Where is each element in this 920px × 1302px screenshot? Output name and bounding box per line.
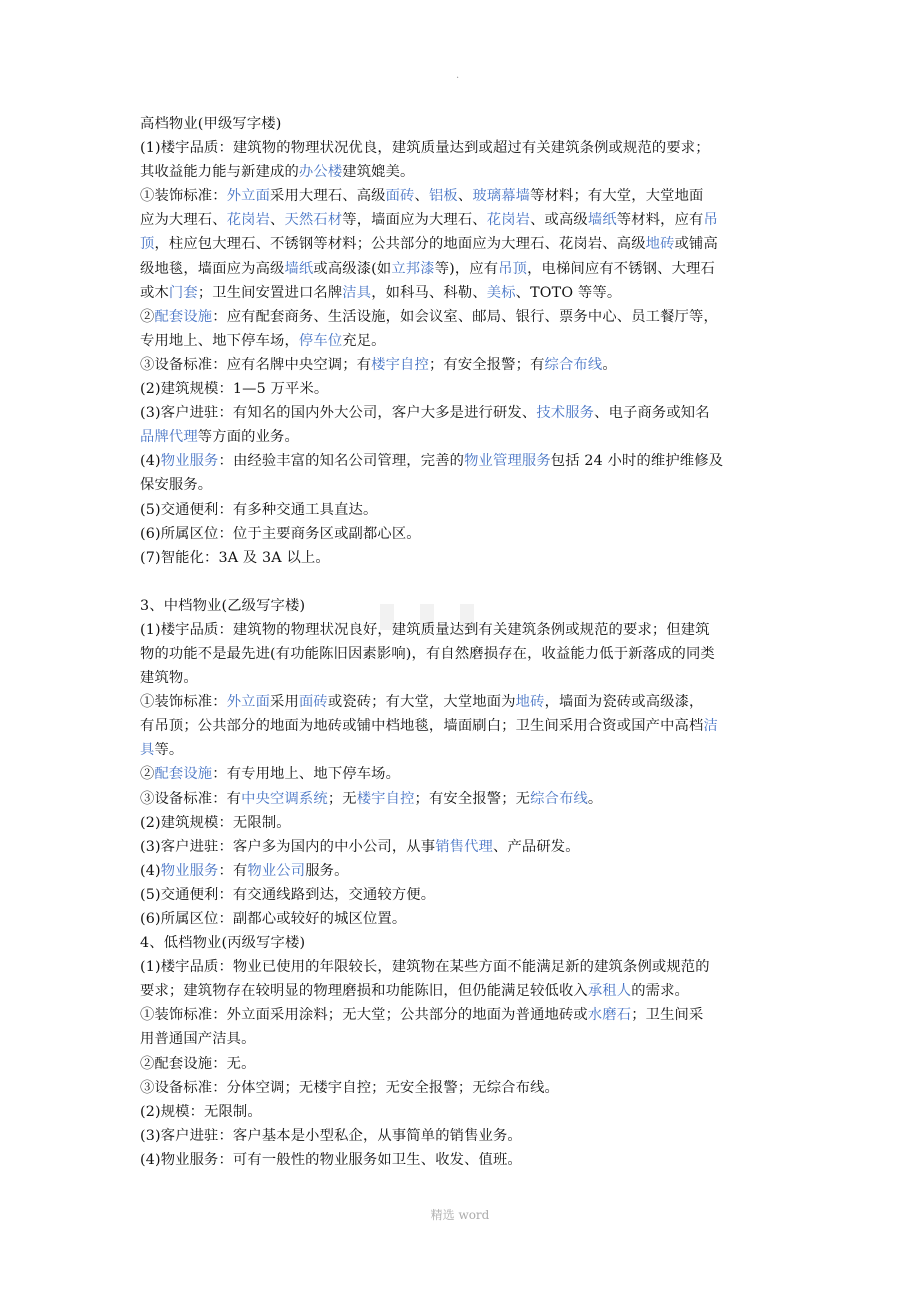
text-line <box>140 546 790 570</box>
text-line <box>140 112 790 136</box>
text-segment: 、TOTO 等等。 <box>515 284 622 301</box>
text-segment: (7)智能化：3A 及 3A 以上。 <box>140 549 330 566</box>
keyword-link[interactable]: 地砖 <box>645 236 675 253</box>
text-line <box>140 1148 790 1172</box>
text-line <box>140 594 790 618</box>
text-segment: ；有安全报警；有 <box>428 356 545 373</box>
text-segment: 物的功能不是最先进(有功能陈旧因素影响)，有自然磨损存在，收益能力低于新落成的同类 <box>140 645 715 662</box>
text-line <box>140 305 790 329</box>
text-segment: 、 <box>457 188 473 205</box>
keyword-link[interactable]: 洁 <box>703 718 718 735</box>
keyword-link[interactable]: 墙纸 <box>284 260 314 277</box>
text-line <box>140 522 790 546</box>
text-line <box>140 401 790 425</box>
text-line <box>140 473 790 497</box>
text-line <box>140 1076 790 1100</box>
keyword-link[interactable]: 墙纸 <box>587 212 617 229</box>
keyword-link[interactable]: 面砖 <box>385 188 415 205</box>
keyword-link[interactable]: 吊 <box>703 212 718 229</box>
text-line <box>140 160 790 184</box>
text-segment: 建筑媲美。 <box>342 164 415 181</box>
keyword-link[interactable]: 楼宇自控 <box>371 356 429 373</box>
text-segment: 等方面的业务。 <box>197 429 299 446</box>
text-segment: 4、低档物业(丙级写字楼) <box>140 935 306 952</box>
keyword-link[interactable]: 洁具 <box>342 284 372 301</box>
text-segment: (4)物业服务：可有一般性的物业服务如卫生、收发、值班。 <box>140 1151 522 1168</box>
text-segment: 、 <box>270 212 285 229</box>
keyword-link[interactable]: 承租人 <box>587 983 632 1000</box>
text-segment: 采用 <box>270 694 299 711</box>
text-line <box>140 666 790 690</box>
text-segment: (1)楼宇品质：建筑物的物理状况良好，建筑质量达到有关建筑条例或规范的要求；但建筑 <box>140 621 710 638</box>
keyword-link[interactable]: 综合布线 <box>530 790 588 807</box>
text-segment: ；有安全报警；无 <box>414 790 531 807</box>
text-line <box>140 449 790 473</box>
text-segment: 等)，应有 <box>434 260 499 277</box>
text-segment: 包括 24 小时的维护维修及 <box>550 453 724 470</box>
text-line <box>140 642 790 666</box>
text-segment: ，电梯间应有不锈钢、大理石 <box>527 260 715 277</box>
text-segment: 等，墙面应为大理石、 <box>342 212 487 229</box>
text-line <box>140 738 790 762</box>
keyword-link[interactable]: 停车位 <box>298 332 343 349</box>
text-segment: 服务。 <box>305 862 349 879</box>
keyword-link[interactable]: 外立面 <box>226 694 271 711</box>
text-line <box>140 329 790 353</box>
text-segment: (3)客户进驻：客户基本是小型私企，从事简单的销售业务。 <box>140 1127 522 1144</box>
text-segment: 其收益能力能与新建成的 <box>140 164 299 181</box>
keyword-link[interactable]: 物业服务 <box>160 862 219 879</box>
text-line <box>140 762 790 786</box>
text-segment: (6)所属区位：位于主要商务区或副都心区。 <box>140 525 421 542</box>
text-line <box>140 979 790 1003</box>
text-segment: ③设备标准：分体空调；无楼宇自控；无安全报警；无综合布线。 <box>140 1079 559 1096</box>
text-segment: 等材料；有大堂，大堂地面 <box>530 188 704 205</box>
keyword-link[interactable]: 铝板 <box>428 188 458 205</box>
text-line <box>140 377 790 401</box>
text-segment: (6)所属区位：副都心或较好的城区位置。 <box>140 911 407 927</box>
keyword-link[interactable]: 技术服务 <box>536 405 595 422</box>
text-segment: ①装饰标准： <box>140 188 227 205</box>
text-segment: 要求；建筑物存在较明显的物理磨损和功能陈旧，但仍能满足较低收入 <box>140 983 588 1000</box>
text-line <box>140 859 790 883</box>
text-segment: ③设备标准：有 <box>140 790 242 807</box>
text-line <box>140 690 790 714</box>
text-segment: (2)建筑规模：1—5 万平米。 <box>140 381 329 398</box>
page-marker: . <box>456 70 460 81</box>
keyword-link[interactable]: 销售代理 <box>435 838 493 855</box>
text-segment: ①装饰标准： <box>140 694 227 711</box>
text-segment: ；无 <box>327 790 357 807</box>
text-segment: 有吊顶；公共部分的地面为地砖或铺中档地毯，墙面刷白；卫生间采用合资或国产中高档 <box>140 718 704 735</box>
keyword-link[interactable]: 花岗岩 <box>226 212 271 229</box>
text-line <box>140 1003 790 1027</box>
text-line <box>140 618 790 642</box>
text-line <box>140 1027 790 1051</box>
text-segment: 保安服务。 <box>140 477 213 494</box>
text-segment: 专用地上、地下停车场， <box>140 332 299 349</box>
text-segment: 建筑物。 <box>140 670 198 687</box>
text-segment: (1)楼宇品质：物业已使用的年限较长，建筑物在某些方面不能满足新的建筑条例或规范的 <box>140 959 710 976</box>
text-segment: 等。 <box>154 742 184 759</box>
text-segment: 采用大理石、高级 <box>270 188 386 205</box>
keyword-link[interactable]: 立邦漆 <box>391 260 435 277</box>
text-line <box>140 787 790 811</box>
keyword-link[interactable]: 吊顶 <box>498 260 528 277</box>
text-segment: 、产品研发。 <box>493 838 580 855</box>
text-line <box>140 136 790 160</box>
text-segment: ：有 <box>218 862 248 879</box>
text-segment: 、或高级 <box>530 212 588 229</box>
text-segment: 用普通国产洁具。 <box>140 1031 256 1048</box>
keyword-link[interactable]: 外立面 <box>226 188 271 205</box>
text-segment: 级地毯，墙面应为高级 <box>140 260 285 277</box>
text-segment: 或木 <box>140 284 169 301</box>
keyword-link[interactable]: 配套设施 <box>154 308 213 325</box>
text-segment: ，柱应包大理石、不锈钢等材料；公共部分的地面应为大理石、花岗岩、高级 <box>154 236 646 253</box>
text-segment: ①装饰标准：外立面采用涂料；无大堂；公共部分的地面为普通地砖或 <box>140 1007 588 1024</box>
keyword-link[interactable]: 楼宇自控 <box>356 790 415 807</box>
keyword-link[interactable]: 地砖 <box>515 694 545 711</box>
keyword-link[interactable]: 门套 <box>168 284 198 301</box>
text-line <box>140 353 790 377</box>
text-line <box>140 281 790 305</box>
keyword-link[interactable]: 中央空调系统 <box>241 790 328 807</box>
keyword-link[interactable]: 天然石材 <box>284 212 343 229</box>
text-line <box>140 184 790 208</box>
text-line <box>140 714 790 738</box>
text-line <box>140 425 790 449</box>
text-line <box>140 955 790 979</box>
text-line <box>140 883 790 907</box>
text-segment: (4) <box>140 453 161 470</box>
text-segment: (1)楼宇品质：建筑物的物理状况优良，建筑质量达到或超过有关建筑条例或规范的要求； <box>140 140 710 157</box>
keyword-link[interactable]: 物业公司 <box>247 862 306 879</box>
text-line <box>140 907 790 931</box>
page-footer: 精选 word <box>430 1208 490 1222</box>
text-segment: (5)交通便利：有交通线路到达，交通较方便。 <box>140 886 436 903</box>
text-line <box>140 1124 790 1148</box>
text-segment: ；卫生间采 <box>631 1007 704 1024</box>
text-line <box>140 498 790 522</box>
text-segment: ；卫生间安置进口名牌 <box>197 284 343 301</box>
text-segment: 的需求。 <box>631 983 689 1000</box>
text-segment: ：由经验丰富的知名公司管理，完善的 <box>218 453 465 470</box>
text-segment: ② <box>140 766 155 783</box>
text-segment: 或瓷砖；有大堂，大堂地面为 <box>327 694 516 711</box>
keyword-link[interactable]: 物业管理服务 <box>464 453 551 470</box>
text-line <box>140 811 790 835</box>
keyword-link[interactable]: 综合布线 <box>544 356 603 373</box>
text-segment: ，墙面为瓷砖或高级漆， <box>544 694 704 711</box>
keyword-link[interactable]: 面砖 <box>298 694 328 711</box>
blank-line <box>140 570 790 594</box>
keyword-link[interactable]: 具 <box>140 742 155 759</box>
text-segment: 。 <box>587 790 603 807</box>
keyword-link[interactable]: 玻璃幕墙 <box>472 188 531 205</box>
text-segment: 、电子商务或知名 <box>594 405 710 422</box>
text-segment: 应为大理石、 <box>140 212 227 229</box>
text-segment: 充足。 <box>342 332 386 349</box>
document-body <box>140 112 790 1172</box>
text-line <box>140 232 790 256</box>
keyword-link[interactable]: 美标 <box>486 284 516 301</box>
text-segment: 等材料，应有 <box>616 212 704 229</box>
text-segment: 。 <box>602 356 617 373</box>
keyword-link[interactable]: 水磨石 <box>587 1007 632 1024</box>
keyword-link[interactable]: 花岗岩 <box>486 212 531 229</box>
text-segment: ②配套设施：无。 <box>140 1055 256 1072</box>
keyword-link[interactable]: 办公楼 <box>298 164 343 181</box>
text-line <box>140 208 790 232</box>
text-segment: ：应有配套商务、生活设施，如会议室、邮局、银行、票务中心、员工餐厅等， <box>212 308 718 325</box>
keyword-link[interactable]: 品牌代理 <box>140 429 198 446</box>
text-segment: ：有专用地上、地下停车场。 <box>212 766 401 783</box>
text-segment: (3)客户进驻：客户多为国内的中小公司，从事 <box>140 838 436 855</box>
keyword-link[interactable]: 配套设施 <box>154 766 213 783</box>
text-segment: ，如科马、科勒、 <box>371 284 487 301</box>
text-segment: 、 <box>414 188 429 205</box>
text-segment: 高档物业(甲级写字楼) <box>140 116 282 132</box>
text-line <box>140 835 790 859</box>
text-segment: 3、中档物业(乙级写字楼) <box>140 597 306 614</box>
text-segment: ③设备标准：应有名牌中央空调；有 <box>140 356 372 373</box>
text-segment: 或高级漆(如 <box>313 260 392 277</box>
text-line <box>140 931 790 955</box>
text-line <box>140 1052 790 1076</box>
text-segment: ② <box>140 308 155 325</box>
text-segment: (2)建筑规模：无限制。 <box>140 814 291 831</box>
keyword-link[interactable]: 顶 <box>140 236 155 253</box>
text-segment: 或铺高 <box>674 236 718 253</box>
text-segment: (3)客户进驻：有知名的国内外大公司，客户大多是进行研发、 <box>140 405 537 422</box>
keyword-link[interactable]: 物业服务 <box>160 453 219 470</box>
text-segment: (2)规模：无限制。 <box>140 1103 262 1120</box>
text-line <box>140 257 790 281</box>
text-segment: (4) <box>140 862 161 879</box>
text-line <box>140 1100 790 1124</box>
text-segment: (5)交通便利：有多种交通工具直达。 <box>140 501 378 518</box>
